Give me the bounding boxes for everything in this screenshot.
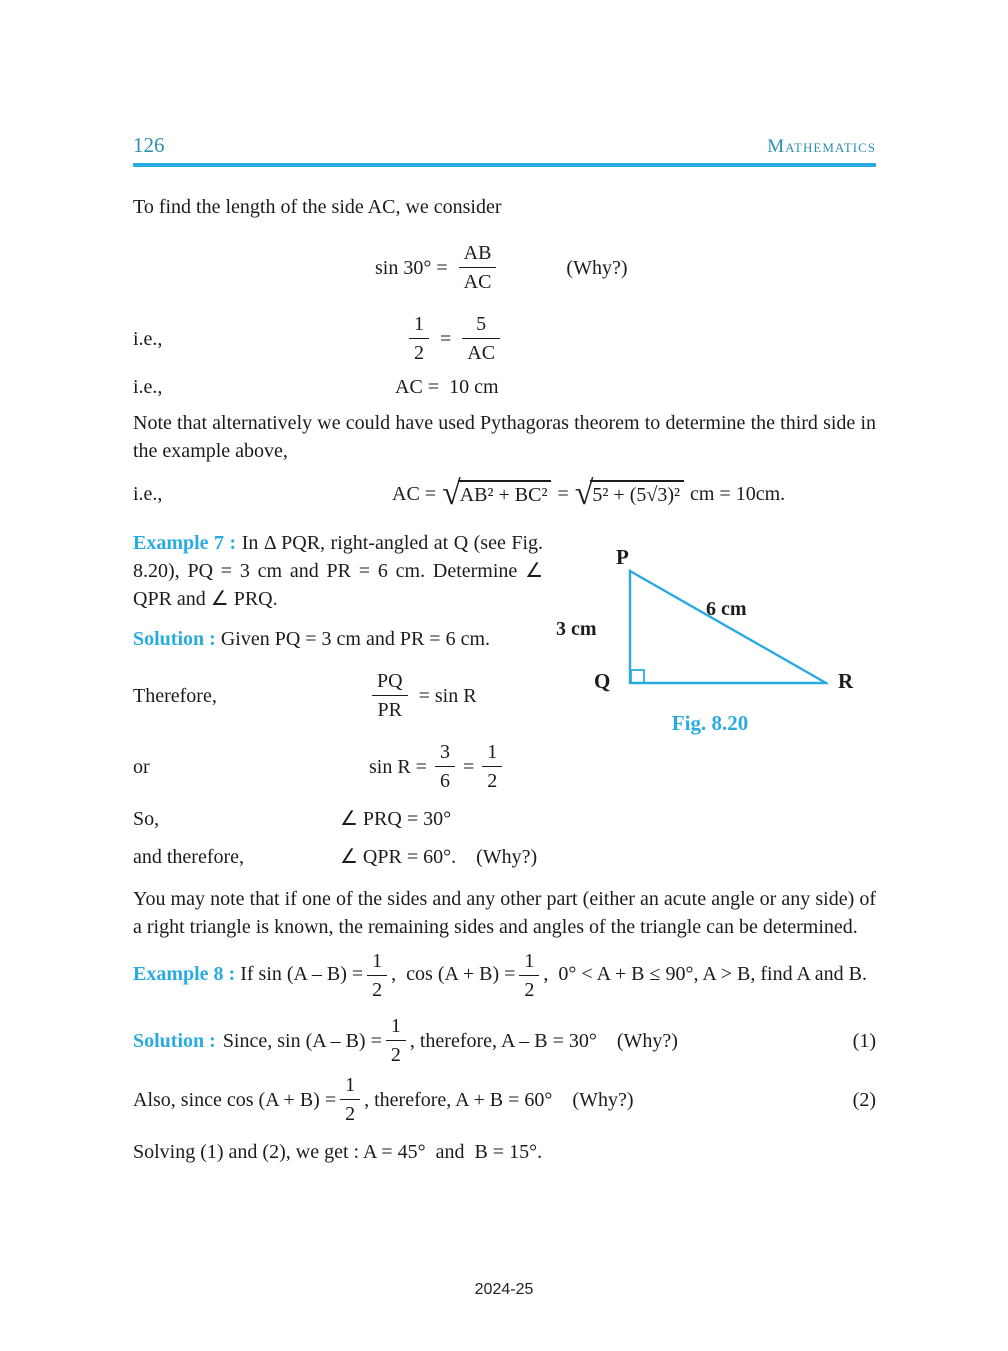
example8-lead: If sin (A – B) = — [240, 963, 364, 986]
fraction-denominator: 2 — [487, 770, 498, 792]
vertex-label-p: P — [616, 545, 629, 569]
example8-paragraph — [133, 949, 876, 1002]
radical-sign: √ — [574, 475, 594, 512]
fraction-numerator: AB — [459, 241, 497, 268]
fraction-denominator: 2 — [414, 342, 424, 364]
fraction-numerator: 1 — [482, 740, 502, 767]
equation-row-half — [133, 312, 876, 365]
equation-lead: sin R = — [369, 755, 427, 778]
fraction-pq-pr — [372, 669, 408, 722]
fraction-numerator: PQ — [372, 669, 408, 696]
equation-label: i.e., — [133, 376, 163, 398]
page-number: 126 — [133, 133, 165, 157]
vertex-label-r: R — [838, 669, 854, 693]
equation-label: So, — [133, 808, 160, 830]
fraction-denominator: PR — [377, 699, 403, 721]
fraction-denominator: 2 — [524, 979, 535, 1001]
fraction-denominator: AC — [463, 271, 492, 293]
equation-sin30 — [368, 241, 635, 294]
equation-row-and-therefore — [133, 843, 876, 871]
why-note: (Why?) — [566, 256, 628, 279]
equation-label: and therefore, — [133, 846, 245, 868]
equation-pythagoras — [388, 475, 789, 512]
equation-label: i.e., — [133, 327, 163, 350]
equation-therefore — [368, 669, 484, 722]
equation-tail: cm = 10cm. — [690, 483, 786, 505]
fraction-1-2 — [386, 1014, 406, 1067]
figure-8-20 — [554, 543, 886, 749]
equation-row-pythagoras — [133, 475, 876, 512]
solution8-tail: , therefore, A – B = 30° (Why?) — [409, 1029, 678, 1052]
book-title: Mathematics — [767, 136, 876, 157]
square-root — [574, 475, 684, 512]
example8-heading: Example 8 : — [133, 963, 236, 986]
equation-rhs: = sin R — [418, 684, 477, 707]
vertex-label-q: Q — [594, 669, 611, 693]
fraction-numerator: 1 — [386, 1014, 406, 1041]
example8-mid: , cos (A + B) = — [391, 963, 516, 986]
equation-ac10: AC = 10 cm — [395, 376, 499, 398]
solution8-lead: Since, sin (A – B) = — [222, 1029, 382, 1052]
fraction-1-2 — [367, 949, 387, 1002]
example7-body: In Δ PQR, right-angled at Q (see Fig. 8.20), PQ = 3 cm and PR = 6 cm. Determine ∠ QPR and ∠ PRQ. — [133, 532, 544, 610]
side-label-3cm: 3 cm — [556, 618, 597, 640]
fraction-denominator: AC — [467, 342, 496, 364]
right-triangle-diagram — [628, 569, 828, 685]
fraction-denominator: 6 — [439, 770, 450, 792]
equals-sign: = — [557, 483, 569, 505]
fraction-ab-ac — [459, 241, 497, 294]
solving-paragraph: Solving (1) and (2), we get : A = 45° and B = 15°. — [133, 1141, 543, 1163]
fraction-numerator: 1 — [519, 949, 539, 976]
also8-lead: Also, since cos (A + B) = — [133, 1088, 337, 1111]
note2-paragraph: You may note that if one of the sides and any other part (either an acute angle or any side) of a right triangle is known, the remaining sides and angles of the triangle can be determined. — [133, 888, 876, 938]
fraction-denominator: 2 — [345, 1103, 356, 1125]
intro-paragraph: To find the length of the side AC, we consider — [133, 196, 502, 218]
square-root — [442, 475, 551, 512]
equation-or — [365, 740, 506, 793]
fraction-numerator: 1 — [340, 1073, 360, 1100]
equation-number-1: (1) — [852, 1029, 876, 1052]
equation-half — [405, 312, 504, 365]
header-rule — [133, 163, 876, 167]
equals-sign: = — [440, 327, 452, 350]
also8-tail: , therefore, A + B = 60° (Why?) — [364, 1088, 634, 1111]
page-header — [133, 0, 876, 161]
equation-number-2: (2) — [852, 1088, 876, 1111]
solution-heading: Solution : — [133, 1029, 216, 1052]
footer-session: 2024-25 — [474, 1281, 534, 1298]
also8-row — [133, 1073, 876, 1126]
equation-label: i.e., — [133, 483, 163, 505]
fraction-1-2 — [340, 1073, 360, 1126]
radicand: 5² + (5√3)² — [590, 480, 684, 507]
fraction-1-2 — [519, 949, 539, 1002]
fraction-numerator: 5 — [462, 312, 500, 339]
right-angle-marker — [631, 670, 644, 683]
solution-heading: Solution : — [133, 628, 216, 650]
equals-sign: = — [462, 755, 475, 778]
fraction-denominator: 2 — [390, 1044, 401, 1066]
example7-solution-paragraph — [133, 625, 573, 653]
side-label-6cm: 6 cm — [706, 598, 747, 620]
equation-row-so — [133, 805, 876, 833]
equation-lead: sin 30° = — [375, 256, 448, 279]
solution8-row — [133, 1014, 876, 1067]
fraction-numerator: 1 — [409, 312, 429, 339]
solution8-content — [133, 1014, 678, 1067]
solution-body: Given PQ = 3 cm and PR = 6 cm. — [220, 628, 491, 650]
fraction-1-2 — [482, 740, 502, 793]
radicand: AB² + BC² — [458, 480, 552, 507]
example8-tail: , 0° < A + B ≤ 90°, A > B, find A and B. — [543, 963, 868, 986]
radical-sign: √ — [442, 475, 461, 512]
fraction-1-2 — [409, 312, 429, 365]
note-paragraph: Note that alternatively we could have used Pythagoras theorem to determine the third side in the example above, — [133, 412, 876, 462]
also8-content — [133, 1073, 633, 1126]
example7-heading: Example 7 : — [133, 532, 237, 554]
fraction-numerator: 3 — [435, 740, 455, 767]
equation-row-ac10 — [133, 373, 876, 401]
example7-section — [133, 529, 876, 871]
equation-row-sin30 — [133, 241, 876, 294]
fraction-5-ac — [462, 312, 500, 365]
example7-paragraph — [133, 529, 543, 613]
equation-lead: AC = — [392, 483, 437, 505]
fraction-3-6 — [435, 740, 455, 793]
equation-so: ∠ PRQ = 30° — [340, 808, 452, 830]
fraction-numerator: 1 — [367, 949, 387, 976]
equation-and-therefore: ∠ QPR = 60°. (Why?) — [340, 846, 538, 868]
equation-label: Therefore, — [133, 684, 217, 707]
equation-label: or — [133, 755, 150, 778]
fraction-denominator: 2 — [372, 979, 383, 1001]
figure-caption: Fig. 8.20 — [671, 711, 749, 735]
